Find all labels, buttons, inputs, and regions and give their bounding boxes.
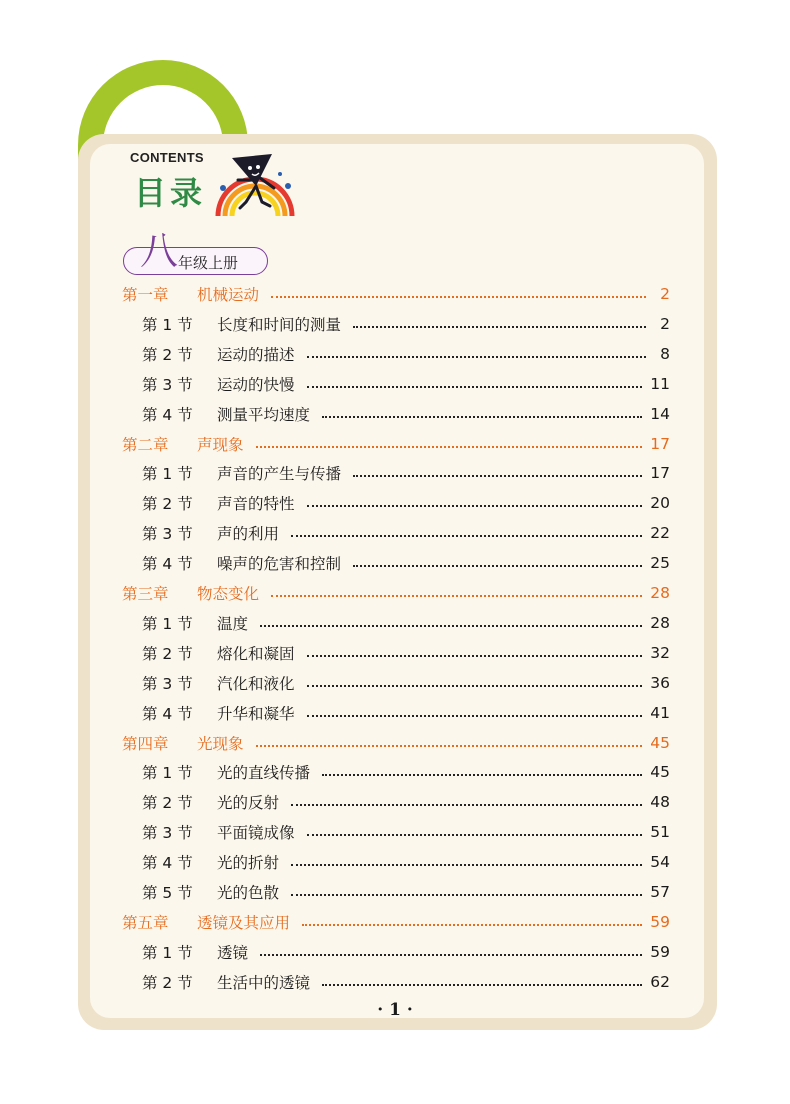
toc-page-number: 25	[650, 554, 670, 573]
dotted-leader	[271, 595, 642, 597]
toc-entry-number: 第二章	[122, 435, 169, 454]
toc-entry-title: 平面镜成像	[217, 824, 295, 843]
toc-entry-number: 第 2 节	[142, 345, 193, 364]
toc-section-row[interactable]	[142, 552, 670, 574]
toc-page-number: 57	[650, 883, 670, 901]
dotted-leader	[307, 834, 643, 836]
toc-page-number: 54	[650, 853, 670, 872]
dotted-leader	[307, 386, 643, 388]
toc-entry-number: 第 4 节	[142, 854, 193, 873]
dotted-leader	[353, 326, 646, 328]
toc-page-number: 51	[650, 823, 670, 842]
toc-entry-number: 第四章	[122, 734, 169, 753]
dotted-leader	[307, 685, 643, 687]
toc-entry-number: 第 1 节	[142, 614, 193, 633]
toc-entry-title: 噪声的危害和控制	[217, 555, 342, 574]
toc-page-number: 17	[650, 464, 670, 483]
toc-chapter-row[interactable]	[122, 732, 670, 754]
toc-page-number: 2	[660, 285, 670, 303]
toc-page-number: 45	[650, 763, 670, 782]
toc-entry-title: 透镜及其应用	[197, 913, 291, 932]
dotted-leader	[307, 505, 643, 507]
mascot-rainbow-illustration	[210, 150, 300, 222]
toc-page-number: 28	[650, 613, 670, 632]
toc-entry-number: 第 4 节	[142, 555, 193, 574]
dotted-leader	[291, 894, 642, 896]
toc-entry-title: 长度和时间的测量	[217, 315, 342, 334]
toc-entry-number: 第一章	[122, 286, 169, 304]
toc-entry-number: 第 1 节	[142, 465, 193, 484]
toc-entry-title: 运动的描述	[217, 345, 295, 364]
toc-section-row[interactable]	[142, 313, 670, 335]
dotted-leader	[307, 356, 646, 358]
toc-entry-number: 第 3 节	[142, 525, 193, 544]
toc-entry-number: 第 2 节	[142, 495, 193, 514]
toc-section-row[interactable]	[142, 851, 670, 873]
dotted-leader	[256, 745, 643, 747]
toc-page-number: 22	[650, 524, 670, 543]
contents-label: CONTENTS	[130, 150, 204, 165]
toc-section-row[interactable]	[142, 492, 670, 514]
toc-entry-number: 第 3 节	[142, 824, 193, 843]
dotted-leader	[302, 924, 642, 926]
dotted-leader	[322, 416, 642, 418]
toc-entry-title: 声音的特性	[217, 495, 295, 514]
toc-section-row[interactable]	[142, 761, 670, 783]
dotted-leader	[291, 864, 642, 866]
page-title: 目录	[134, 174, 207, 212]
dotted-leader	[307, 655, 643, 657]
toc-section-row[interactable]	[142, 612, 670, 634]
toc-section-row[interactable]	[142, 821, 670, 843]
toc-page-number: 32	[650, 643, 670, 662]
toc-entry-number: 第 4 节	[142, 704, 193, 723]
dotted-leader	[307, 715, 643, 717]
grade-label: 年级上册	[178, 254, 239, 272]
dotted-leader	[353, 475, 642, 477]
toc-entry-number: 第 3 节	[142, 674, 193, 693]
toc-page-number: 14	[650, 404, 670, 423]
toc-entry-number: 第 3 节	[142, 375, 193, 394]
toc-page-number: 59	[650, 912, 670, 931]
toc-section-row[interactable]	[142, 522, 670, 544]
toc-entry-title: 光的反射	[217, 794, 280, 813]
dotted-leader	[291, 535, 642, 537]
toc-page-number: 45	[650, 733, 670, 752]
toc-page-number: 20	[650, 494, 670, 513]
dotted-leader	[291, 804, 642, 806]
toc-entry-title: 熔化和凝固	[217, 644, 295, 663]
toc-page-number: 62	[650, 972, 670, 991]
toc-entry-title: 生活中的透镜	[217, 973, 311, 992]
toc-entry-title: 升华和凝华	[217, 704, 295, 723]
toc-page-number: 41	[650, 703, 670, 722]
dotted-leader	[353, 565, 642, 567]
toc-entry-number: 第 2 节	[142, 644, 193, 663]
toc-entry-title: 光的折射	[217, 854, 280, 873]
toc-entry-title: 物态变化	[197, 585, 260, 603]
toc-entry-number: 第 4 节	[142, 405, 193, 424]
toc-section-row[interactable]	[142, 881, 670, 903]
toc-section-row[interactable]	[142, 971, 670, 993]
toc-entry-title: 运动的快慢	[217, 375, 295, 394]
toc-page-number: 36	[650, 673, 670, 692]
toc-section-row[interactable]	[142, 642, 670, 664]
dotted-leader	[322, 984, 642, 986]
toc-section-row[interactable]	[142, 672, 670, 694]
toc-entry-title: 光现象	[197, 734, 244, 753]
toc-section-row[interactable]	[142, 941, 670, 963]
dotted-leader	[260, 954, 642, 956]
dotted-leader	[322, 774, 642, 776]
toc-entry-number: 第 1 节	[142, 315, 193, 334]
dotted-leader	[256, 446, 643, 448]
toc-chapter-row[interactable]	[122, 283, 670, 305]
toc-entry-title: 声音的产生与传播	[217, 465, 342, 484]
toc-entry-number: 第 2 节	[142, 973, 193, 992]
toc-entry-title: 温度	[217, 614, 249, 633]
toc-section-row[interactable]	[142, 462, 670, 484]
toc-entry-title: 光的色散	[217, 884, 280, 902]
toc-page-number: 11	[650, 374, 670, 393]
toc-entry-title: 光的直线传播	[217, 764, 311, 783]
dotted-leader	[271, 296, 646, 298]
toc-entry-title: 声的利用	[217, 525, 280, 544]
grade-number: 八	[140, 229, 179, 273]
toc-entry-number: 第 1 节	[142, 943, 193, 962]
toc-page-number: 48	[650, 793, 670, 812]
toc-chapter-row[interactable]	[122, 433, 670, 455]
toc-entry-number: 第 5 节	[142, 884, 193, 902]
toc-section-row[interactable]	[142, 702, 670, 724]
toc-entry-number: 第三章	[122, 585, 169, 603]
dotted-leader	[260, 625, 642, 627]
toc-entry-number: 第五章	[122, 913, 169, 932]
toc-section-row[interactable]	[142, 403, 670, 425]
toc-entry-title: 机械运动	[197, 286, 260, 304]
toc-section-row[interactable]	[142, 343, 670, 365]
toc-page-number: 59	[650, 942, 670, 961]
toc-section-row[interactable]	[142, 791, 670, 813]
toc-entry-title: 测量平均速度	[217, 405, 311, 424]
toc-entry-title: 声现象	[197, 435, 244, 454]
toc-entry-title: 透镜	[217, 943, 249, 962]
toc-entry-number: 第 2 节	[142, 794, 193, 813]
toc-entry-number: 第 1 节	[142, 764, 193, 783]
toc-section-row[interactable]	[142, 373, 670, 395]
page-number: · 1 ·	[377, 1000, 413, 1020]
toc-page-number: 17	[650, 434, 670, 453]
toc-page-number: 28	[650, 584, 670, 602]
toc-entry-title: 汽化和液化	[217, 674, 295, 693]
toc-page-number: 2	[660, 314, 670, 333]
toc-chapter-row[interactable]	[122, 582, 670, 604]
toc-page-number: 8	[660, 344, 670, 363]
toc-chapter-row[interactable]	[122, 911, 670, 933]
